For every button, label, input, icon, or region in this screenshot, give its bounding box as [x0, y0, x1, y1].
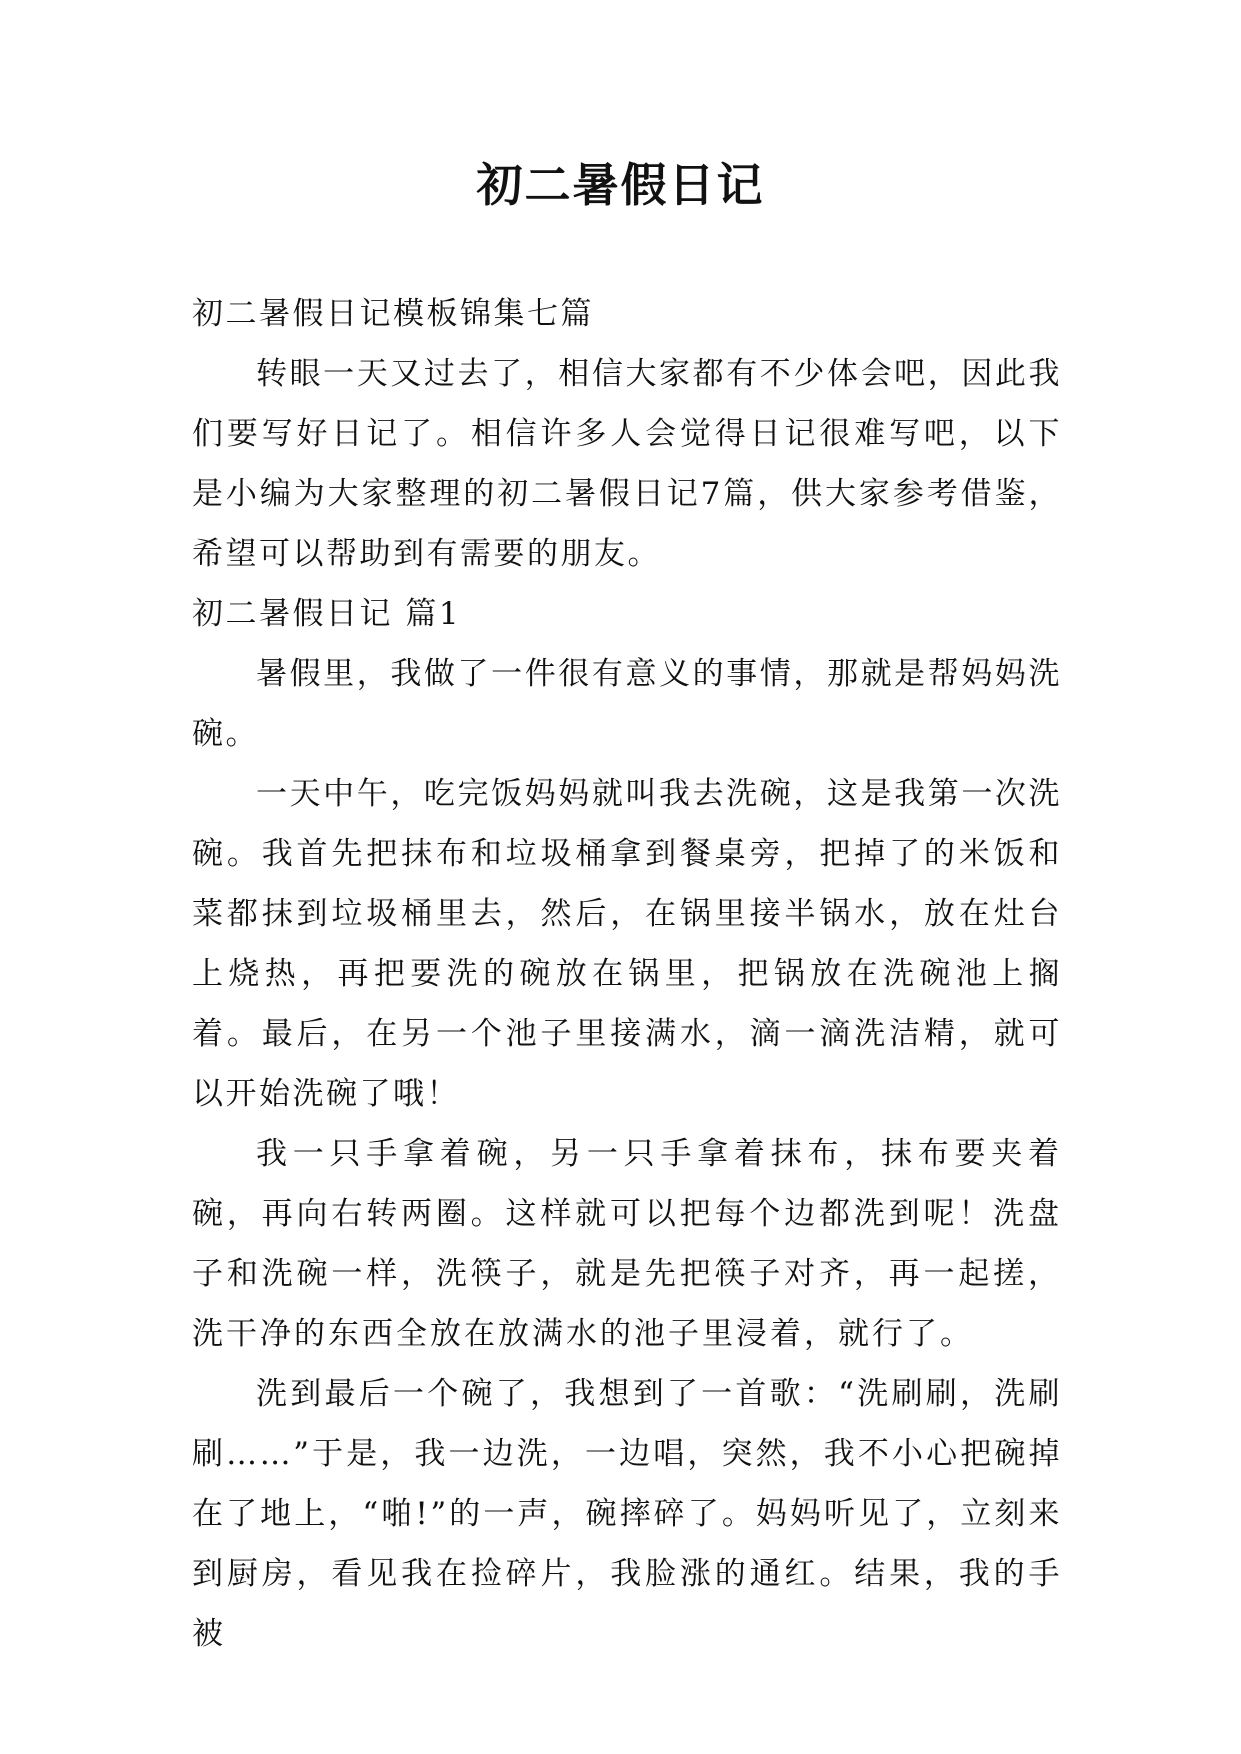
body-paragraph: 一天中午，吃完饭妈妈就叫我去洗碗，这是我第一次洗碗。我首先把抹布和垃圾桶拿到餐桌旁，把掉了的米饭和菜都抹到垃圾桶里去，然后，在锅里接半锅水，放在灶台上烧热，再把要洗的碗放在锅里，把锅放在洗碗池上搁着。最后，在另一个池子里接满水，滴一滴洗洁精，就可以开始洗碗了哦！: [192, 776, 1062, 1112]
body-paragraph: 暑假里，我做了一件很有意义的事情，那就是帮妈妈洗碗。: [192, 656, 1062, 752]
body-paragraph: 我一只手拿着碗，另一只手拿着抹布，抹布要夹着碗，再向右转两圈。这样就可以把每个边都洗到呢！洗盘子和洗碗一样，洗筷子，就是先把筷子对齐，再一起搓，洗干净的东西全放在放满水的池子里浸着，就行了。: [192, 1136, 1062, 1352]
document-subtitle: 初二暑假日记模板锦集七篇: [192, 296, 594, 332]
document-body: [192, 284, 1062, 1664]
section-heading: 初二暑假日记 篇1: [192, 596, 462, 632]
document-title: 初二暑假日记: [476, 158, 765, 212]
body-paragraph: 洗到最后一个碗了，我想到了一首歌：“洗刷刷，洗刷刷……”于是，我一边洗，一边唱，突然，我不小心把碗掉在了地上，“啪!”的一声，碗摔碎了。妈妈听见了，立刻来到厨房，看见我在捡碎片，我脸涨的通红。结果，我的手被: [192, 1376, 1062, 1652]
intro-paragraph: 转眼一天又过去了，相信大家都有不少体会吧，因此我们要写好日记了。相信许多人会觉得日记很难写吧，以下是小编为大家整理的初二暑假日记7篇，供大家参考借鉴，希望可以帮助到有需要的朋友。: [192, 356, 1062, 572]
